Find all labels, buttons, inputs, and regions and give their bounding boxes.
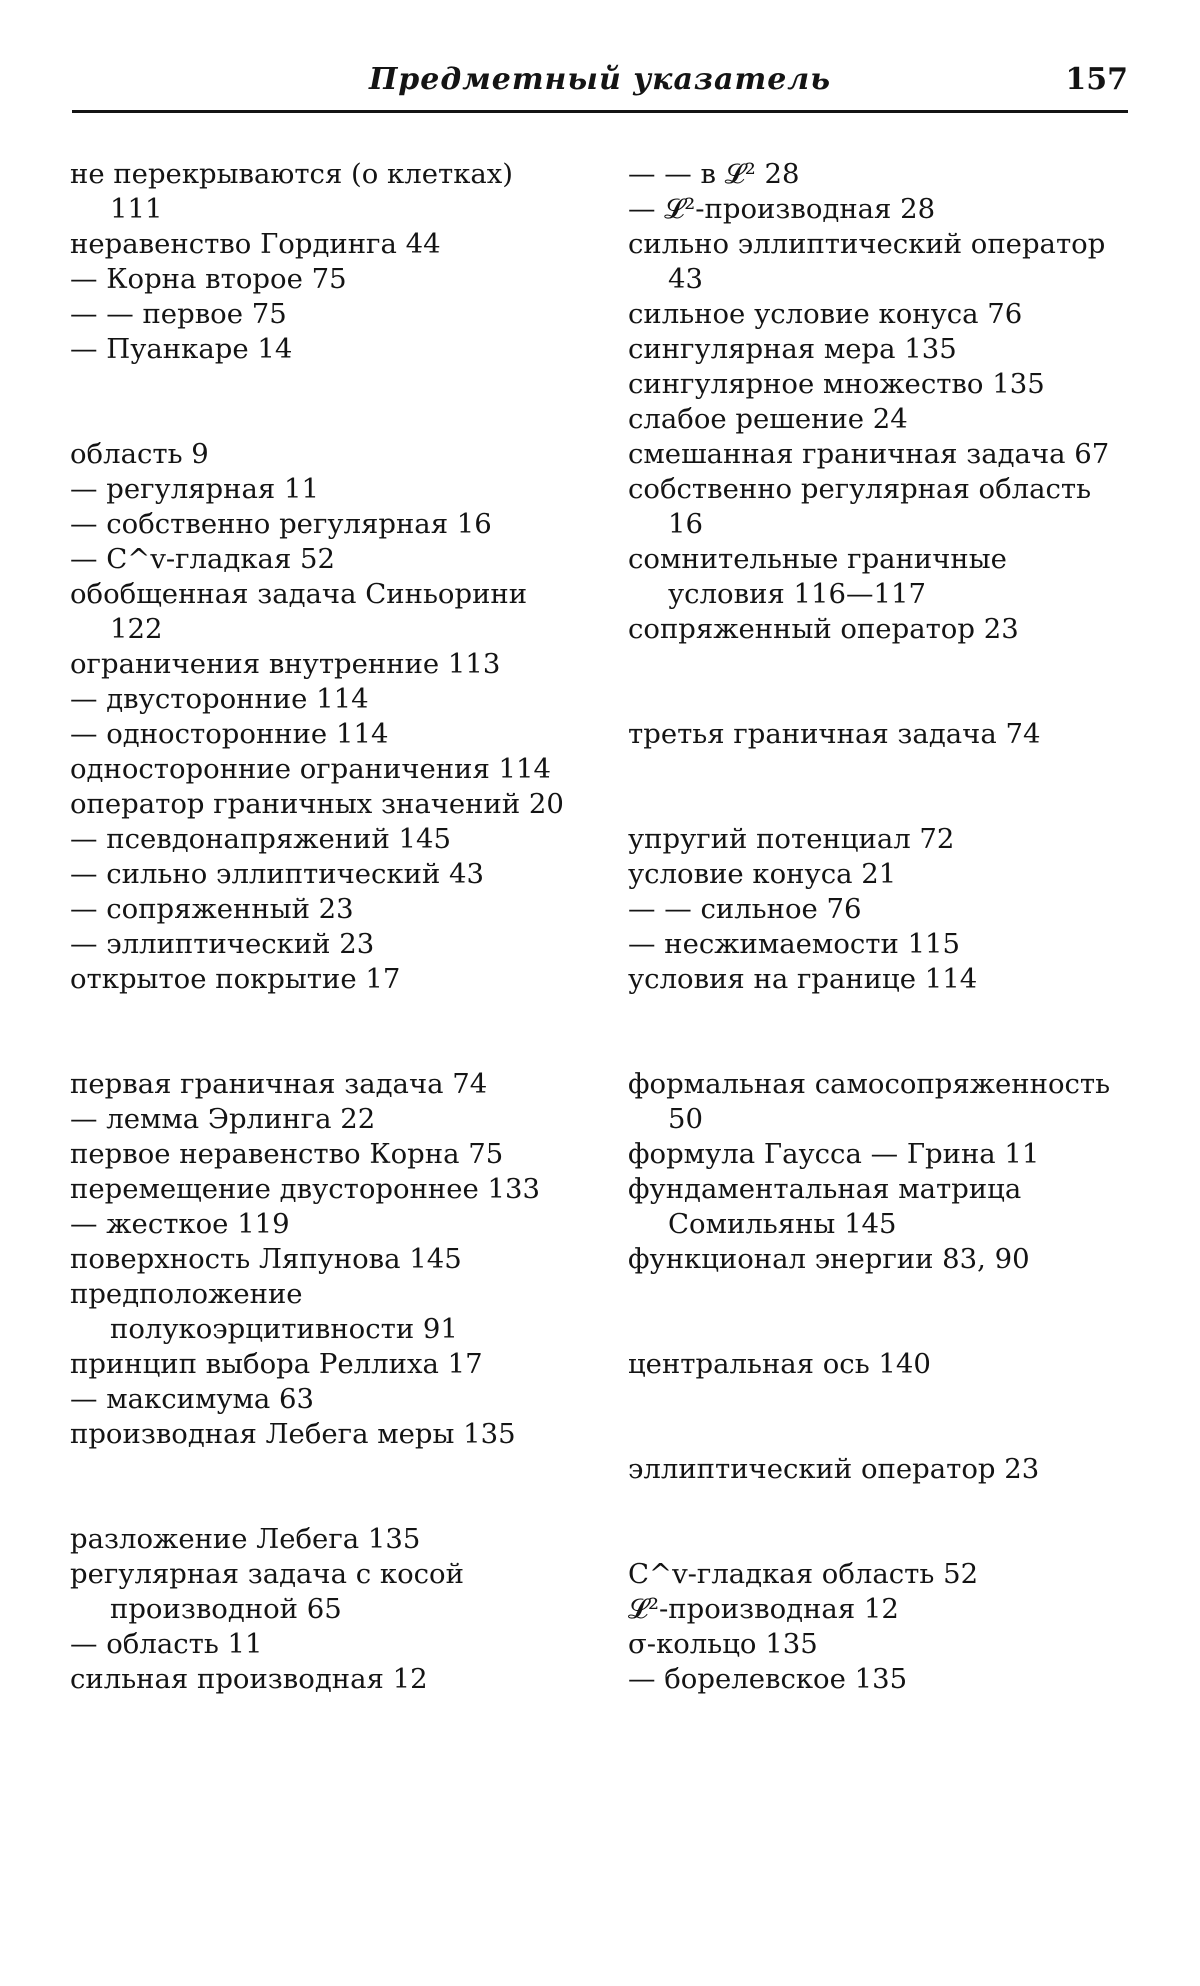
index-entry: собственно регулярная область 16 — [628, 473, 1092, 540]
index-entry: — область 11 — [70, 1628, 263, 1660]
index-entry: открытое покрытие 17 — [70, 963, 401, 995]
letter-group-gap — [70, 367, 570, 437]
index-entry: — жесткое 119 — [70, 1208, 290, 1240]
index-entry: — борелевское 135 — [628, 1663, 908, 1695]
index-entry: функционал энергии 83, 90 — [628, 1243, 1030, 1275]
index-entry: сингулярная мера 135 — [628, 333, 957, 365]
index-entry: — собственно регулярная 16 — [70, 508, 492, 540]
index-entry: условие конуса 21 — [628, 858, 897, 890]
index-entry: оператор граничных значений 20 — [70, 788, 564, 820]
index-entry: — максимума 63 — [70, 1383, 315, 1415]
index-entry: — C^v-гладкая 52 — [70, 543, 336, 575]
letter-group-gap — [628, 1382, 1128, 1452]
index-entry: C^v-гладкая область 52 — [628, 1558, 979, 1590]
index-entry: сингулярное множество 135 — [628, 368, 1045, 400]
running-title: Предметный указатель — [368, 62, 832, 97]
index-entry: — эллиптический 23 — [70, 928, 375, 960]
index-entry: — регулярная 11 — [70, 473, 319, 505]
index-entry: формальная самосопряженность 50 — [628, 1068, 1111, 1135]
index-entry: сильная производная 12 — [70, 1663, 428, 1695]
index-entry: сильное условие конуса 76 — [628, 298, 1023, 330]
index-entry: — Корна второе 75 — [70, 263, 347, 295]
index-entry: — несжимаемости 115 — [628, 928, 961, 960]
index-entry: первое неравенство Корна 75 — [70, 1138, 504, 1170]
page-number: 157 — [1065, 62, 1128, 97]
index-entry: перемещение двустороннее 133 — [70, 1173, 541, 1205]
index-entry: — — первое 75 — [70, 298, 287, 330]
index-entry: сильно эллиптический оператор 43 — [628, 228, 1106, 295]
index-column-left — [70, 157, 570, 1697]
index-entry: — Пуанкаре 14 — [70, 333, 293, 365]
index-entry: — сильно эллиптический 43 — [70, 858, 485, 890]
index-entry: упругий потенциал 72 — [628, 823, 955, 855]
index-entry: сопряженный оператор 23 — [628, 613, 1019, 645]
index-entry: фундаментальная матрица Сомильяны 145 — [628, 1173, 1022, 1240]
index-entry: — односторонние 114 — [70, 718, 389, 750]
index-entry: производная Лебега меры 135 — [70, 1418, 516, 1450]
index-entry: — — сильное 76 — [628, 893, 862, 925]
index-entry: ограничения внутренние 113 — [70, 648, 501, 680]
letter-group-gap — [70, 997, 570, 1067]
index-entry: обобщенная задача Синьорини 122 — [70, 578, 528, 645]
index-entry: — псевдонапряжений 145 — [70, 823, 452, 855]
letter-group-gap — [70, 1452, 570, 1522]
index-entry: предположение полукоэрцитивности 91 — [70, 1278, 458, 1345]
index-entry: σ-кольцо 135 — [628, 1628, 818, 1660]
index-entry: не перекрываются (о клетках) 111 — [70, 158, 514, 225]
index-entry: 𝓛²-производная 12 — [628, 1593, 899, 1625]
index-column-right — [628, 157, 1128, 1697]
index-entry: разложение Лебега 135 — [70, 1523, 421, 1555]
index-entry: — лемма Эрлинга 22 — [70, 1103, 376, 1135]
letter-group-gap — [628, 1487, 1128, 1557]
index-entry: смешанная граничная задача 67 — [628, 438, 1110, 470]
index-entry: формула Гаусса — Грина 11 — [628, 1138, 1040, 1170]
index-entry: сомнительные граничные условия 116—117 — [628, 543, 1007, 610]
index-entry: поверхность Ляпунова 145 — [70, 1243, 462, 1275]
letter-group-gap — [628, 752, 1128, 822]
index-entry: — двусторонние 114 — [70, 683, 369, 715]
index-entry: третья граничная задача 74 — [628, 718, 1041, 750]
index-entry: — сопряженный 23 — [70, 893, 354, 925]
letter-group-gap — [628, 1277, 1128, 1347]
index-entry: область 9 — [70, 438, 209, 470]
index-entry: центральная ось 140 — [628, 1348, 931, 1380]
page-header — [72, 62, 1128, 120]
index-entry: условия на границе 114 — [628, 963, 978, 995]
index-entry: первая граничная задача 74 — [70, 1068, 488, 1100]
index-entry: регулярная задача с косой производной 65 — [70, 1558, 464, 1625]
letter-group-gap — [628, 647, 1128, 717]
header-rule — [72, 110, 1128, 113]
index-entry: — 𝓛²-производная 28 — [628, 193, 936, 225]
index-entry: — — в 𝓛² 28 — [628, 158, 800, 190]
index-entry: эллиптический оператор 23 — [628, 1453, 1040, 1485]
index-entry: принцип выбора Реллиха 17 — [70, 1348, 483, 1380]
index-entry: слабое решение 24 — [628, 403, 908, 435]
index-entry: односторонние ограничения 114 — [70, 753, 552, 785]
index-entry: неравенство Гординга 44 — [70, 228, 441, 260]
letter-group-gap — [628, 997, 1128, 1067]
